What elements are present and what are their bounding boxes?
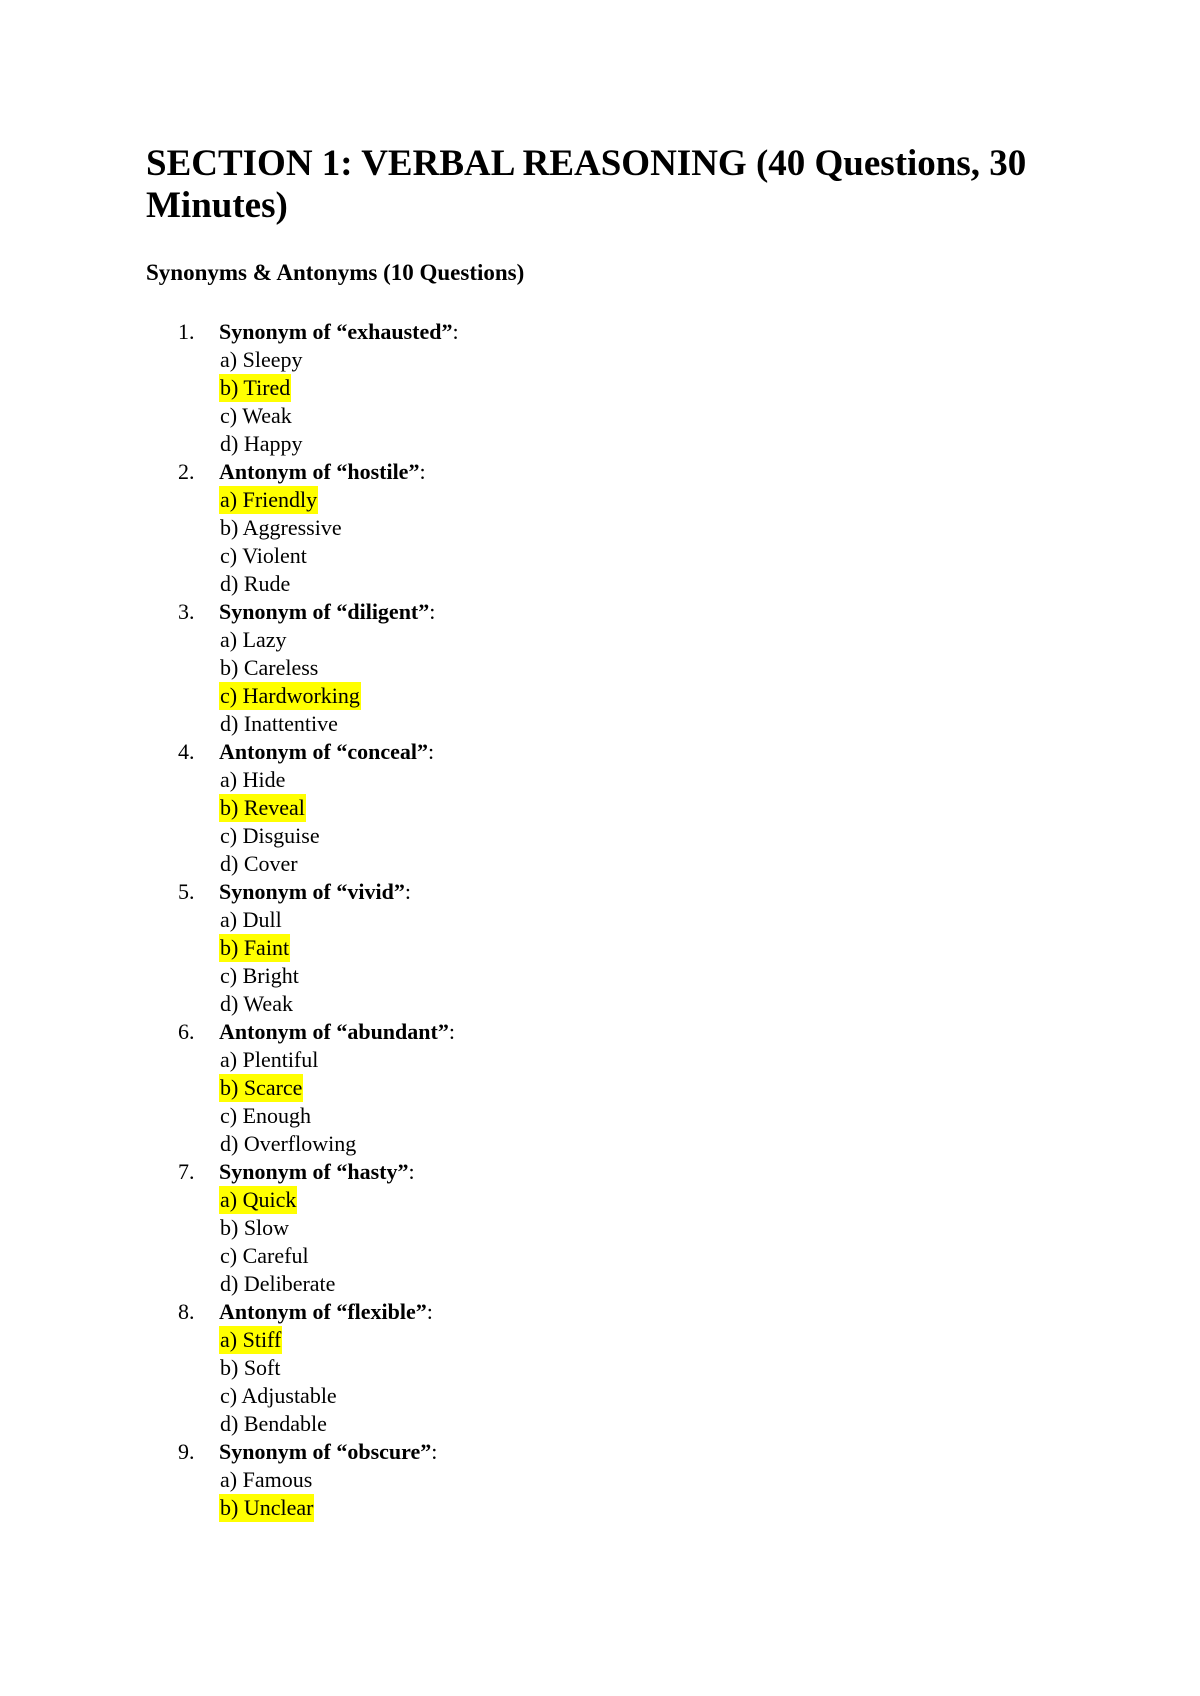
question-number: 5.	[178, 879, 195, 904]
answer-option-highlighted	[0, 1494, 361, 1522]
answer-option-text: d) Bendable	[220, 1411, 327, 1436]
question-prompt: Synonym of “vivid”	[219, 879, 405, 904]
answer-option-text: a) Lazy	[220, 627, 287, 652]
question-prompt: Antonym of “conceal”	[219, 739, 428, 764]
answer-option	[0, 1102, 361, 1130]
question-heading	[0, 738, 435, 766]
question-prompt-wrapper	[219, 598, 435, 626]
question-prompt-colon: :	[404, 879, 411, 904]
question-number: 7.	[178, 1159, 195, 1184]
answer-option-text: d) Weak	[220, 991, 293, 1016]
question-item	[0, 1018, 455, 1158]
section-title: SECTION 1: VERBAL REASONING (40 Questions, 30 Minutes)	[146, 143, 1027, 226]
question-heading	[0, 878, 411, 906]
answer-option-text: b) Careless	[220, 655, 319, 680]
answer-option-text: c) Violent	[220, 543, 307, 568]
question-prompt-colon: :	[431, 1439, 438, 1464]
question-prompt-wrapper	[219, 1018, 455, 1046]
answer-option	[0, 346, 361, 374]
answer-option	[0, 1270, 361, 1298]
answer-option	[0, 1046, 361, 1074]
answer-option	[0, 542, 361, 570]
answer-option-text: c) Adjustable	[220, 1383, 337, 1408]
question-item	[0, 458, 426, 598]
question-heading	[0, 1438, 438, 1466]
answer-option-highlighted	[0, 1326, 361, 1354]
question-prompt: Synonym of “hasty”	[219, 1159, 409, 1184]
answer-option	[0, 1242, 361, 1270]
question-heading	[0, 1158, 415, 1186]
answer-option-text: c) Weak	[220, 403, 292, 428]
answer-option-text: b) Tired	[220, 375, 291, 400]
question-number: 9.	[178, 1439, 195, 1464]
question-heading	[0, 1018, 455, 1046]
question-prompt-wrapper	[219, 458, 426, 486]
answer-option-text: a) Quick	[220, 1187, 297, 1212]
subsection-title: Synonyms & Antonyms (10 Questions)	[146, 260, 525, 285]
question-list	[0, 318, 459, 1522]
answer-option	[0, 906, 361, 934]
question-prompt: Antonym of “flexible”	[219, 1299, 427, 1324]
answer-option-highlighted	[0, 1186, 361, 1214]
answer-option-highlighted	[0, 374, 361, 402]
question-prompt-wrapper	[219, 738, 434, 766]
answer-option-highlighted	[0, 794, 361, 822]
answer-option-text: a) Friendly	[220, 487, 318, 512]
answer-option	[0, 626, 361, 654]
answer-option-highlighted	[0, 682, 361, 710]
answer-option	[0, 1354, 361, 1382]
answer-option-text: a) Plentiful	[220, 1047, 319, 1072]
answer-option-highlighted	[0, 1074, 361, 1102]
question-prompt-colon: :	[419, 459, 426, 484]
answer-option-text: c) Hardworking	[220, 683, 360, 708]
question-prompt: Synonym of “diligent”	[219, 599, 430, 624]
answer-option-highlighted	[0, 934, 361, 962]
question-prompt: Antonym of “hostile”	[219, 459, 420, 484]
answer-option	[0, 570, 361, 598]
answer-option-text: d) Inattentive	[220, 711, 338, 736]
answer-option-text: b) Reveal	[220, 795, 305, 820]
question-prompt-wrapper	[219, 878, 411, 906]
question-prompt-colon: :	[427, 739, 435, 764]
answer-option	[0, 766, 361, 794]
question-item	[0, 738, 435, 878]
answer-option-text: b) Unclear	[220, 1495, 314, 1520]
answer-option-text: c) Careful	[220, 1243, 309, 1268]
answer-option-text: b) Soft	[220, 1355, 281, 1380]
answer-option	[0, 962, 361, 990]
question-prompt-wrapper	[219, 1158, 415, 1186]
question-prompt-colon: :	[448, 1019, 455, 1044]
answer-option	[0, 654, 361, 682]
question-item	[0, 1158, 415, 1298]
question-number: 6.	[178, 1019, 195, 1044]
answer-option-text: a) Famous	[220, 1467, 313, 1492]
answer-option	[0, 850, 361, 878]
question-item	[0, 1438, 438, 1522]
question-prompt-colon: :	[408, 1159, 415, 1184]
answer-option-text: a) Stiff	[220, 1327, 282, 1352]
answer-option	[0, 822, 361, 850]
question-heading	[0, 1298, 433, 1326]
question-number: 4.	[178, 739, 195, 764]
question-heading	[0, 458, 426, 486]
answer-option-text: d) Happy	[220, 431, 303, 456]
answer-option	[0, 514, 361, 542]
question-prompt: Synonym of “exhausted”	[219, 319, 453, 344]
answer-option-highlighted	[0, 486, 361, 514]
question-number: 3.	[178, 599, 195, 624]
answer-option	[0, 402, 361, 430]
answer-option-text: b) Scarce	[220, 1075, 303, 1100]
question-prompt-colon: :	[426, 1299, 433, 1324]
answer-option-text: a) Dull	[220, 907, 282, 932]
answer-option-text: d) Cover	[220, 851, 298, 876]
answer-option-text: c) Enough	[220, 1103, 312, 1128]
question-prompt: Antonym of “abundant”	[219, 1019, 449, 1044]
answer-option	[0, 1130, 361, 1158]
answer-option	[0, 1382, 361, 1410]
answer-option-text: d) Rude	[220, 571, 291, 596]
answer-option-text: b) Faint	[220, 935, 290, 960]
question-number: 2.	[178, 459, 195, 484]
question-prompt-colon: :	[429, 599, 436, 624]
answer-option-text: d) Deliberate	[220, 1271, 336, 1296]
answer-option-text: d) Overflowing	[220, 1131, 357, 1156]
answer-option	[0, 1410, 361, 1438]
question-heading	[0, 598, 436, 626]
answer-option	[0, 710, 361, 738]
answer-option	[0, 1214, 361, 1242]
question-prompt-colon: :	[452, 319, 459, 344]
question-number: 1.	[178, 319, 195, 344]
question-prompt-wrapper	[219, 1438, 437, 1466]
question-item	[0, 1298, 433, 1438]
answer-option	[0, 990, 361, 1018]
question-item	[0, 878, 411, 1018]
question-heading	[0, 318, 459, 346]
question-number: 8.	[178, 1299, 195, 1324]
answer-option-text: a) Hide	[220, 767, 286, 792]
answer-option-text: b) Slow	[220, 1215, 290, 1240]
question-item	[0, 598, 436, 738]
question-item	[0, 318, 459, 458]
answer-option	[0, 430, 361, 458]
question-prompt: Synonym of “obscure”	[219, 1439, 432, 1464]
answer-option-text: c) Bright	[220, 963, 299, 988]
answer-option	[0, 1466, 361, 1494]
answer-option-text: c) Disguise	[220, 823, 320, 848]
question-prompt-wrapper	[219, 318, 459, 346]
answer-option-text: b) Aggressive	[220, 515, 342, 540]
question-prompt-wrapper	[219, 1298, 433, 1326]
answer-option-text: a) Sleepy	[220, 347, 303, 372]
